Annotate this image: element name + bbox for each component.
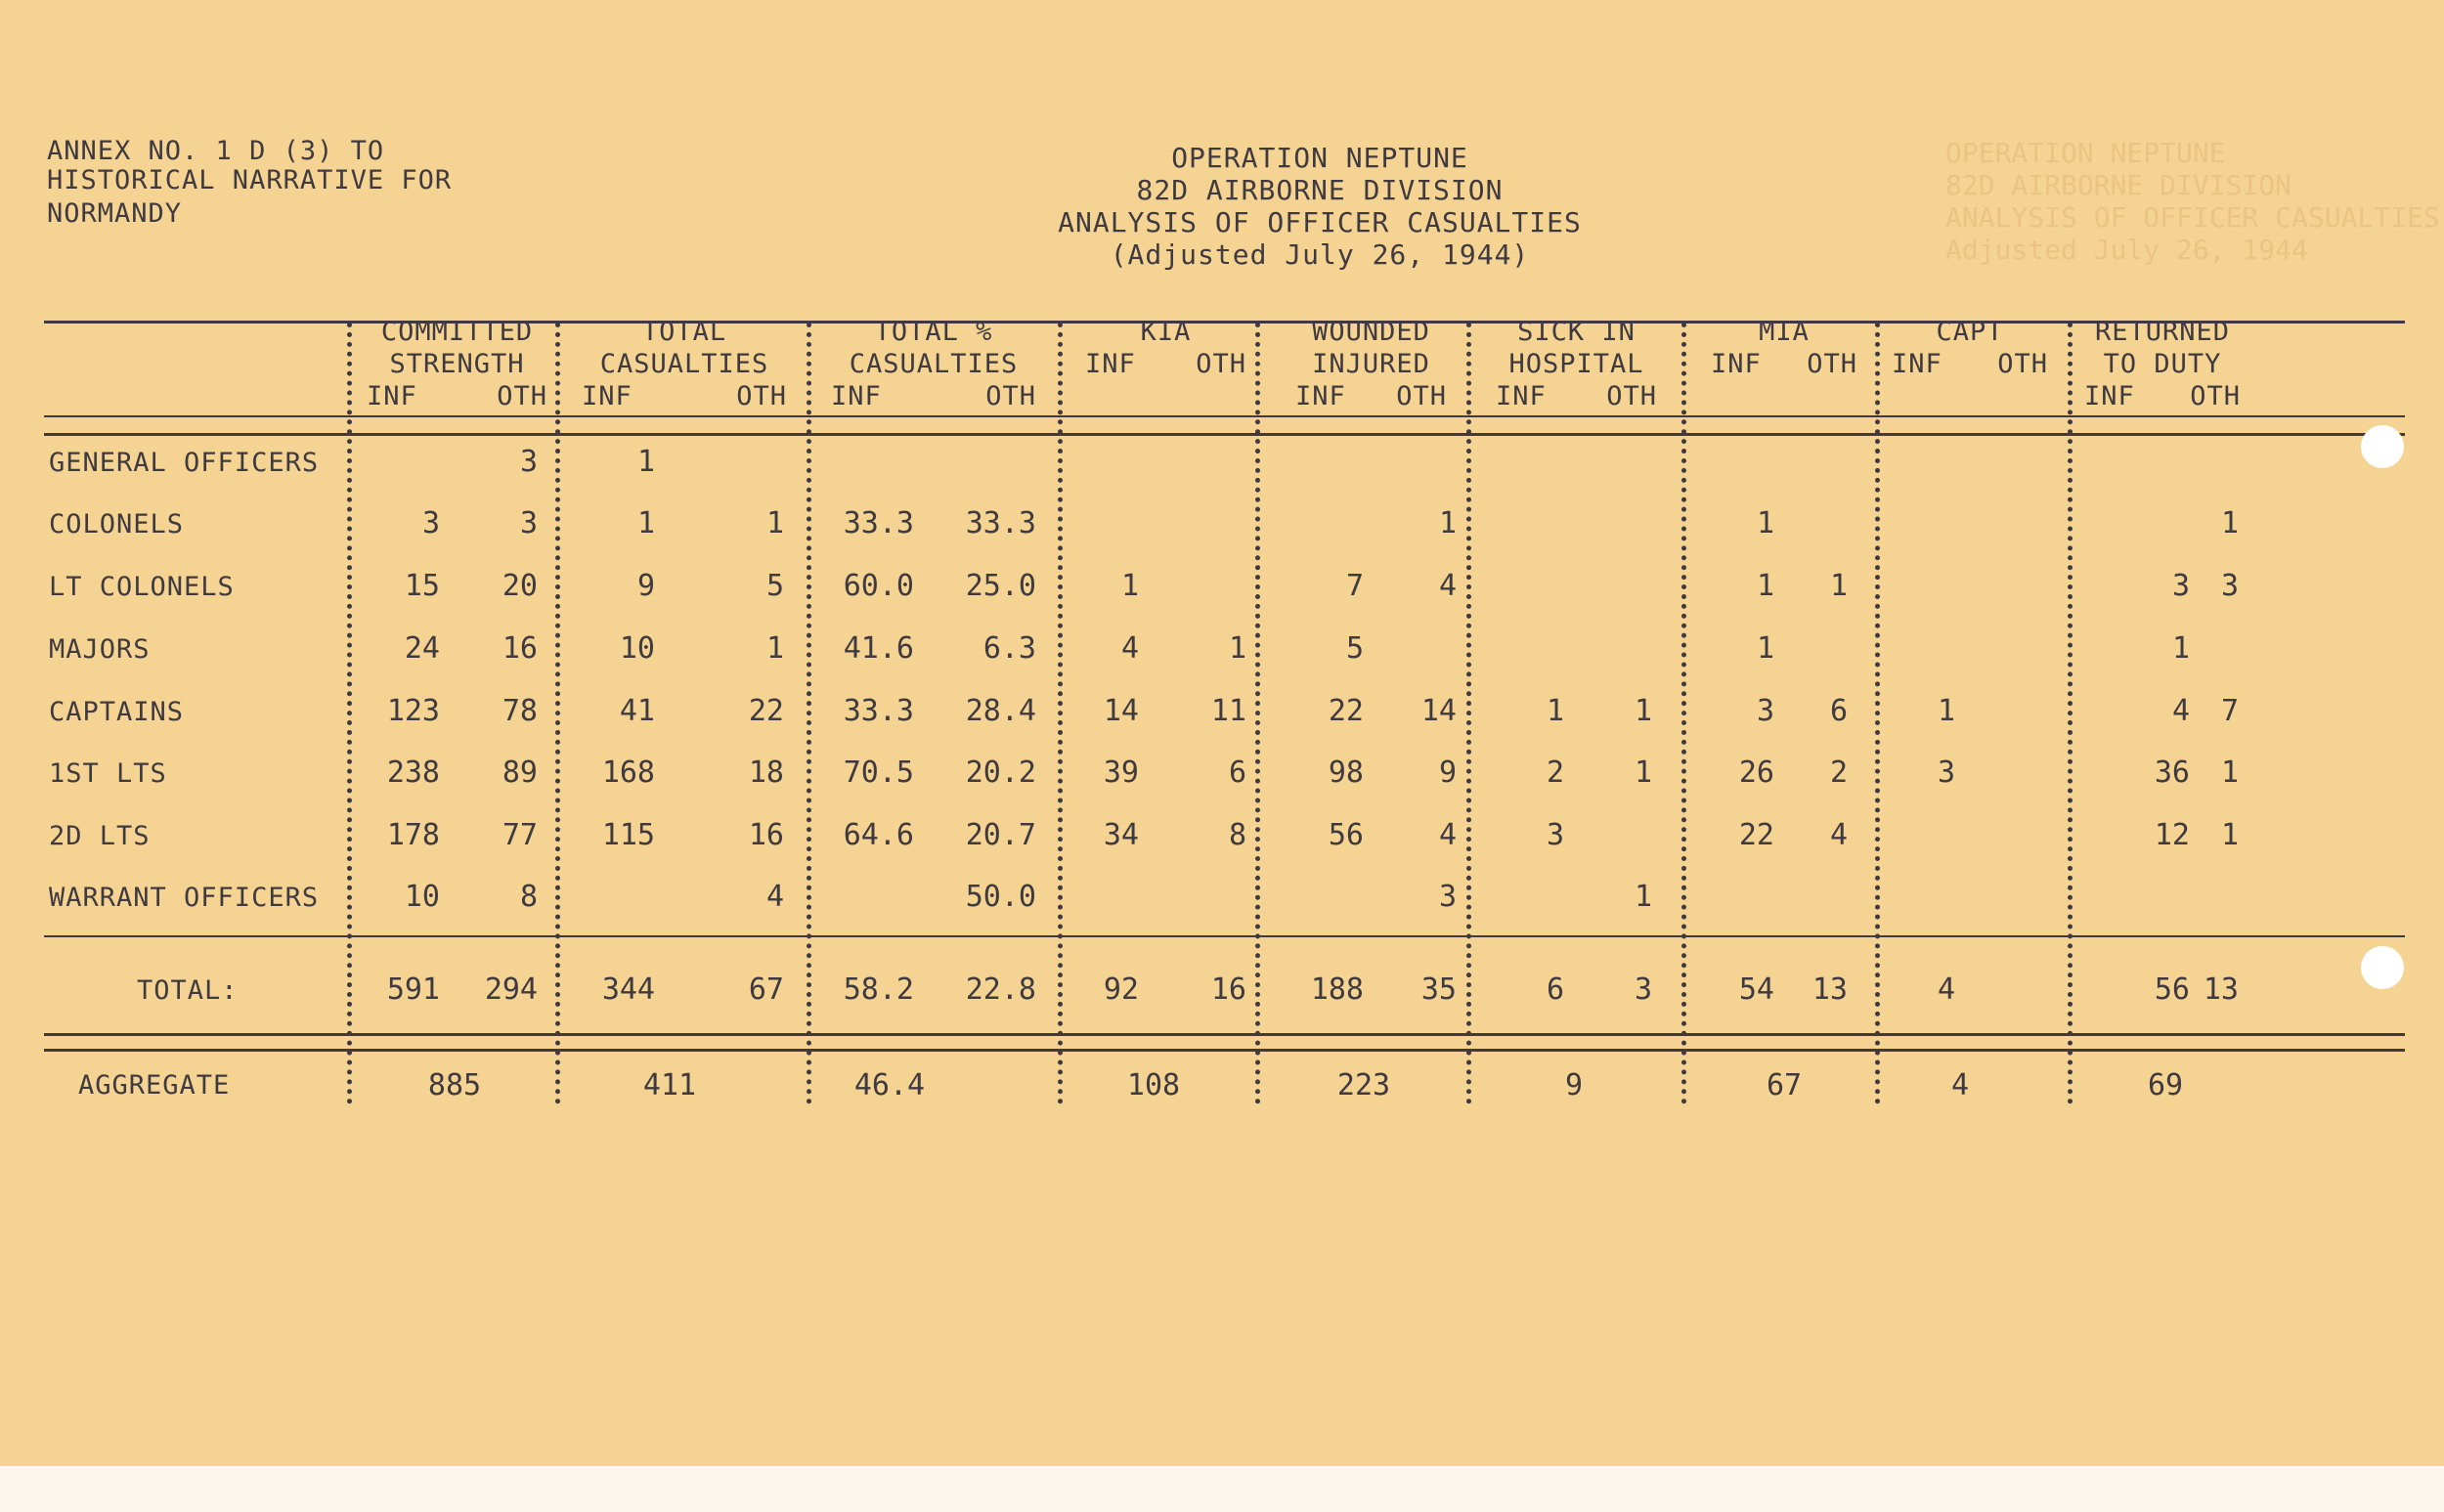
- header-line-1: SICK IN: [1517, 317, 1636, 347]
- table-cell: 1: [1546, 694, 1564, 728]
- header-kia: [1085, 316, 1246, 380]
- total-cell: 188: [1310, 972, 1364, 1007]
- table-cell: 4: [1438, 569, 1457, 603]
- header-inf: INF: [1892, 349, 1942, 379]
- header-committed-strength: [367, 316, 547, 412]
- table-cell: 33.3: [843, 694, 914, 728]
- table-cell: 1: [1120, 569, 1139, 603]
- row-label: 1ST LTS: [49, 758, 167, 789]
- table-cell: 3: [1546, 818, 1564, 852]
- table-cell: 1: [1634, 880, 1652, 914]
- table-cell: 1: [2220, 818, 2239, 852]
- header-line-2: MIA: [1759, 317, 1810, 347]
- table-cell: 4: [1120, 631, 1139, 666]
- table-cell: 98: [1328, 756, 1364, 790]
- table-cell: 1: [765, 506, 784, 540]
- aggregate-cell: 69: [2147, 1068, 2184, 1102]
- header-inf: INF: [1496, 381, 1547, 411]
- header-oth: OTH: [1396, 381, 1447, 411]
- table-cell: 3: [2171, 569, 2190, 603]
- table-cell: 8: [1228, 818, 1246, 852]
- table-cell: 9: [1438, 756, 1457, 790]
- table-cell: 6: [1829, 694, 1848, 728]
- header-line-2: TO DUTY: [2103, 349, 2222, 379]
- table-cell: 12: [2154, 818, 2190, 852]
- table-cell: 1: [1756, 569, 1774, 603]
- table-cell: 3: [1937, 756, 1955, 790]
- table-cell: 4: [1829, 818, 1848, 852]
- header-line-2: CASUALTIES: [599, 349, 769, 379]
- rule-header-bottom-2: [44, 433, 2405, 436]
- header-mia: [1711, 316, 1857, 380]
- table-cell: 70.5: [843, 756, 914, 790]
- total-cell: 3: [1634, 972, 1652, 1007]
- table-cell: 4: [765, 880, 784, 914]
- aggregate-cell: 223: [1336, 1068, 1391, 1102]
- header-line-2: CASUALTIES: [849, 349, 1019, 379]
- table-cell: 1: [1937, 694, 1955, 728]
- header-line-1: WOUNDED: [1312, 317, 1430, 347]
- header-line-1: RETURNED: [2094, 317, 2231, 347]
- table-cell: 16: [748, 818, 784, 852]
- table-cell: 4: [1438, 818, 1457, 852]
- table-cell: 22: [1328, 694, 1364, 728]
- table-cell: 1: [2171, 631, 2190, 666]
- table-cell: 50.0: [965, 880, 1036, 914]
- header-wounded-injured: [1295, 316, 1447, 412]
- header-oth: OTH: [985, 381, 1036, 411]
- aggregate-cell: 108: [1126, 1068, 1181, 1102]
- aggregate-cell: 46.4: [853, 1068, 926, 1102]
- table-cell: 8: [519, 880, 538, 914]
- total-cell: 6: [1546, 972, 1564, 1007]
- row-label: COLONELS: [49, 509, 185, 540]
- annex-line-1: ANNEX NO. 1 D (3) TO: [47, 136, 385, 166]
- total-cell: 13: [2203, 972, 2239, 1007]
- aggregate-cell: 4: [1950, 1068, 1970, 1102]
- annex-reference: [47, 137, 452, 229]
- total-cell: 56: [2154, 972, 2190, 1007]
- header-capt: [1892, 316, 2048, 380]
- total-cell: 13: [1811, 972, 1848, 1007]
- rule-body-bottom: [44, 935, 2405, 937]
- table-cell: 25.0: [965, 569, 1036, 603]
- table-cell: 1: [2220, 506, 2239, 540]
- table-cell: 56: [1328, 818, 1364, 852]
- header-inf: INF: [2084, 381, 2135, 411]
- header-line-2: CAPT: [1936, 317, 2004, 347]
- aggregate-cell: 411: [642, 1068, 697, 1102]
- total-cell: 16: [1210, 972, 1246, 1007]
- table-cell: 7: [1345, 569, 1364, 603]
- header-oth: OTH: [1997, 349, 2048, 379]
- total-cell: 591: [386, 972, 440, 1007]
- header-oth: OTH: [736, 381, 787, 411]
- bleed-through-text: [1945, 137, 2440, 266]
- table-cell: 18: [748, 756, 784, 790]
- separator-9: [2068, 323, 2078, 1104]
- table-cell: 60.0: [843, 569, 914, 603]
- header-total-pct-casualties: [831, 316, 1036, 412]
- total-cell: 4: [1937, 972, 1955, 1007]
- title-line-3: ANALYSIS OF OFFICER CASUALTIES: [1058, 206, 1582, 238]
- table-cell: 3: [1756, 694, 1774, 728]
- total-cell: 58.2: [843, 972, 914, 1007]
- total-label: TOTAL:: [137, 975, 239, 1006]
- row-label: MAJORS: [49, 634, 151, 665]
- table-cell: 1: [2220, 756, 2239, 790]
- title-line-2: 82D AIRBORNE DIVISION: [1136, 174, 1504, 206]
- annex-line-3: NORMANDY: [47, 198, 183, 229]
- row-label: GENERAL OFFICERS: [49, 448, 320, 478]
- table-cell: 77: [502, 818, 538, 852]
- header-inf: INF: [831, 381, 882, 411]
- header-inf: INF: [1295, 381, 1346, 411]
- table-cell: 123: [386, 694, 440, 728]
- table-cell: 36: [2154, 756, 2190, 790]
- header-line-1: COMMITTED: [380, 317, 534, 347]
- aggregate-cell: 9: [1564, 1068, 1584, 1102]
- ghost-line-2: 82D AIRBORNE DIVISION: [1945, 169, 2292, 201]
- table-cell: 15: [404, 569, 440, 603]
- header-oth: OTH: [497, 381, 547, 411]
- table-cell: 39: [1103, 756, 1139, 790]
- table-cell: 178: [386, 818, 440, 852]
- header-line-2: KIA: [1140, 317, 1192, 347]
- table-cell: 24: [404, 631, 440, 666]
- header-oth: OTH: [1196, 349, 1246, 379]
- total-cell: 22.8: [965, 972, 1036, 1007]
- total-cell: 54: [1738, 972, 1774, 1007]
- table-cell: 238: [386, 756, 440, 790]
- table-cell: 1: [1634, 756, 1652, 790]
- total-cell: 344: [601, 972, 655, 1007]
- table-cell: 1: [1756, 506, 1774, 540]
- punch-hole-bottom: [2361, 946, 2404, 989]
- document-title: [880, 142, 1760, 271]
- table-cell: 16: [502, 631, 538, 666]
- header-total-casualties: [582, 316, 787, 412]
- table-cell: 1: [1228, 631, 1246, 666]
- header-line-2: HOSPITAL: [1508, 349, 1644, 379]
- header-oth: OTH: [1807, 349, 1857, 379]
- table-cell: 41: [619, 694, 655, 728]
- rule-total-bottom: [44, 1033, 2405, 1036]
- table-cell: 3: [2220, 569, 2239, 603]
- table-cell: 89: [502, 756, 538, 790]
- table-cell: 115: [601, 818, 655, 852]
- table-cell: 14: [1103, 694, 1139, 728]
- table-cell: 9: [636, 569, 655, 603]
- table-cell: 20.7: [965, 818, 1036, 852]
- ghost-line-4: Adjusted July 26, 1944: [1945, 234, 2308, 266]
- aggregate-cell: 67: [1766, 1068, 1803, 1102]
- table-cell: 1: [1829, 569, 1848, 603]
- ghost-line-1: OPERATION NEPTUNE: [1945, 137, 2226, 169]
- table-cell: 2: [1546, 756, 1564, 790]
- rule-header-bottom-1: [44, 415, 2405, 417]
- header-inf: INF: [1711, 349, 1762, 379]
- table-cell: 5: [1345, 631, 1364, 666]
- table-cell: 64.6: [843, 818, 914, 852]
- table-cell: 1: [636, 445, 655, 479]
- table-cell: 7: [2220, 694, 2239, 728]
- table-cell: 22: [1738, 818, 1774, 852]
- table-cell: 10: [619, 631, 655, 666]
- table-cell: 6: [1228, 756, 1246, 790]
- table-cell: 20: [502, 569, 538, 603]
- table-cell: 33.3: [843, 506, 914, 540]
- table-cell: 28.4: [965, 694, 1036, 728]
- annex-line-2: HISTORICAL NARRATIVE FOR: [47, 165, 453, 195]
- table-cell: 4: [2171, 694, 2190, 728]
- total-cell: 92: [1103, 972, 1139, 1007]
- header-returned-to-duty: [2084, 316, 2241, 412]
- table-cell: 34: [1103, 818, 1139, 852]
- header-line-1: TOTAL %: [874, 317, 993, 347]
- row-label: LT COLONELS: [49, 572, 235, 602]
- ghost-line-3: ANALYSIS OF OFFICER CASUALTIES: [1945, 201, 2440, 234]
- total-cell: 35: [1420, 972, 1457, 1007]
- header-sick-in-hospital: [1496, 316, 1657, 412]
- header-inf: INF: [367, 381, 417, 411]
- table-cell: 11: [1210, 694, 1246, 728]
- table-cell: 6.3: [982, 631, 1036, 666]
- title-line-4: (Adjusted July 26, 1944): [1110, 238, 1530, 271]
- table-cell: 1: [636, 506, 655, 540]
- total-cell: 294: [484, 972, 538, 1007]
- header-line-2: INJURED: [1312, 349, 1430, 379]
- table-cell: 3: [1438, 880, 1457, 914]
- table-cell: 5: [765, 569, 784, 603]
- scan-margin: [0, 1466, 2444, 1512]
- header-inf: INF: [582, 381, 633, 411]
- table-cell: 1: [1438, 506, 1457, 540]
- table-cell: 10: [404, 880, 440, 914]
- table-cell: 20.2: [965, 756, 1036, 790]
- table-cell: 26: [1738, 756, 1774, 790]
- total-cell: 67: [748, 972, 784, 1007]
- row-label: CAPTAINS: [49, 697, 185, 727]
- table-cell: 3: [421, 506, 440, 540]
- table-cell: 1: [1756, 631, 1774, 666]
- header-oth: OTH: [2190, 381, 2241, 411]
- punch-hole-top: [2361, 425, 2404, 468]
- table-cell: 168: [601, 756, 655, 790]
- rule-aggregate-top: [44, 1049, 2405, 1052]
- header-line-1: TOTAL: [641, 317, 727, 347]
- aggregate-label: AGGREGATE: [78, 1070, 231, 1101]
- table-cell: 33.3: [965, 506, 1036, 540]
- table-cell: 78: [502, 694, 538, 728]
- header-oth: OTH: [1606, 381, 1657, 411]
- table-cell: 3: [519, 445, 538, 479]
- table-cell: 1: [765, 631, 784, 666]
- table-cell: 14: [1420, 694, 1457, 728]
- header-line-2: STRENGTH: [389, 349, 525, 379]
- table-cell: 22: [748, 694, 784, 728]
- aggregate-cell: 885: [427, 1068, 482, 1102]
- row-label: 2D LTS: [49, 821, 151, 851]
- row-label: WARRANT OFFICERS: [49, 883, 320, 913]
- table-cell: 3: [519, 506, 538, 540]
- table-cell: 41.6: [843, 631, 914, 666]
- table-cell: 2: [1829, 756, 1848, 790]
- header-inf: INF: [1085, 349, 1136, 379]
- title-line-1: OPERATION NEPTUNE: [1171, 142, 1468, 174]
- table-cell: 1: [1634, 694, 1652, 728]
